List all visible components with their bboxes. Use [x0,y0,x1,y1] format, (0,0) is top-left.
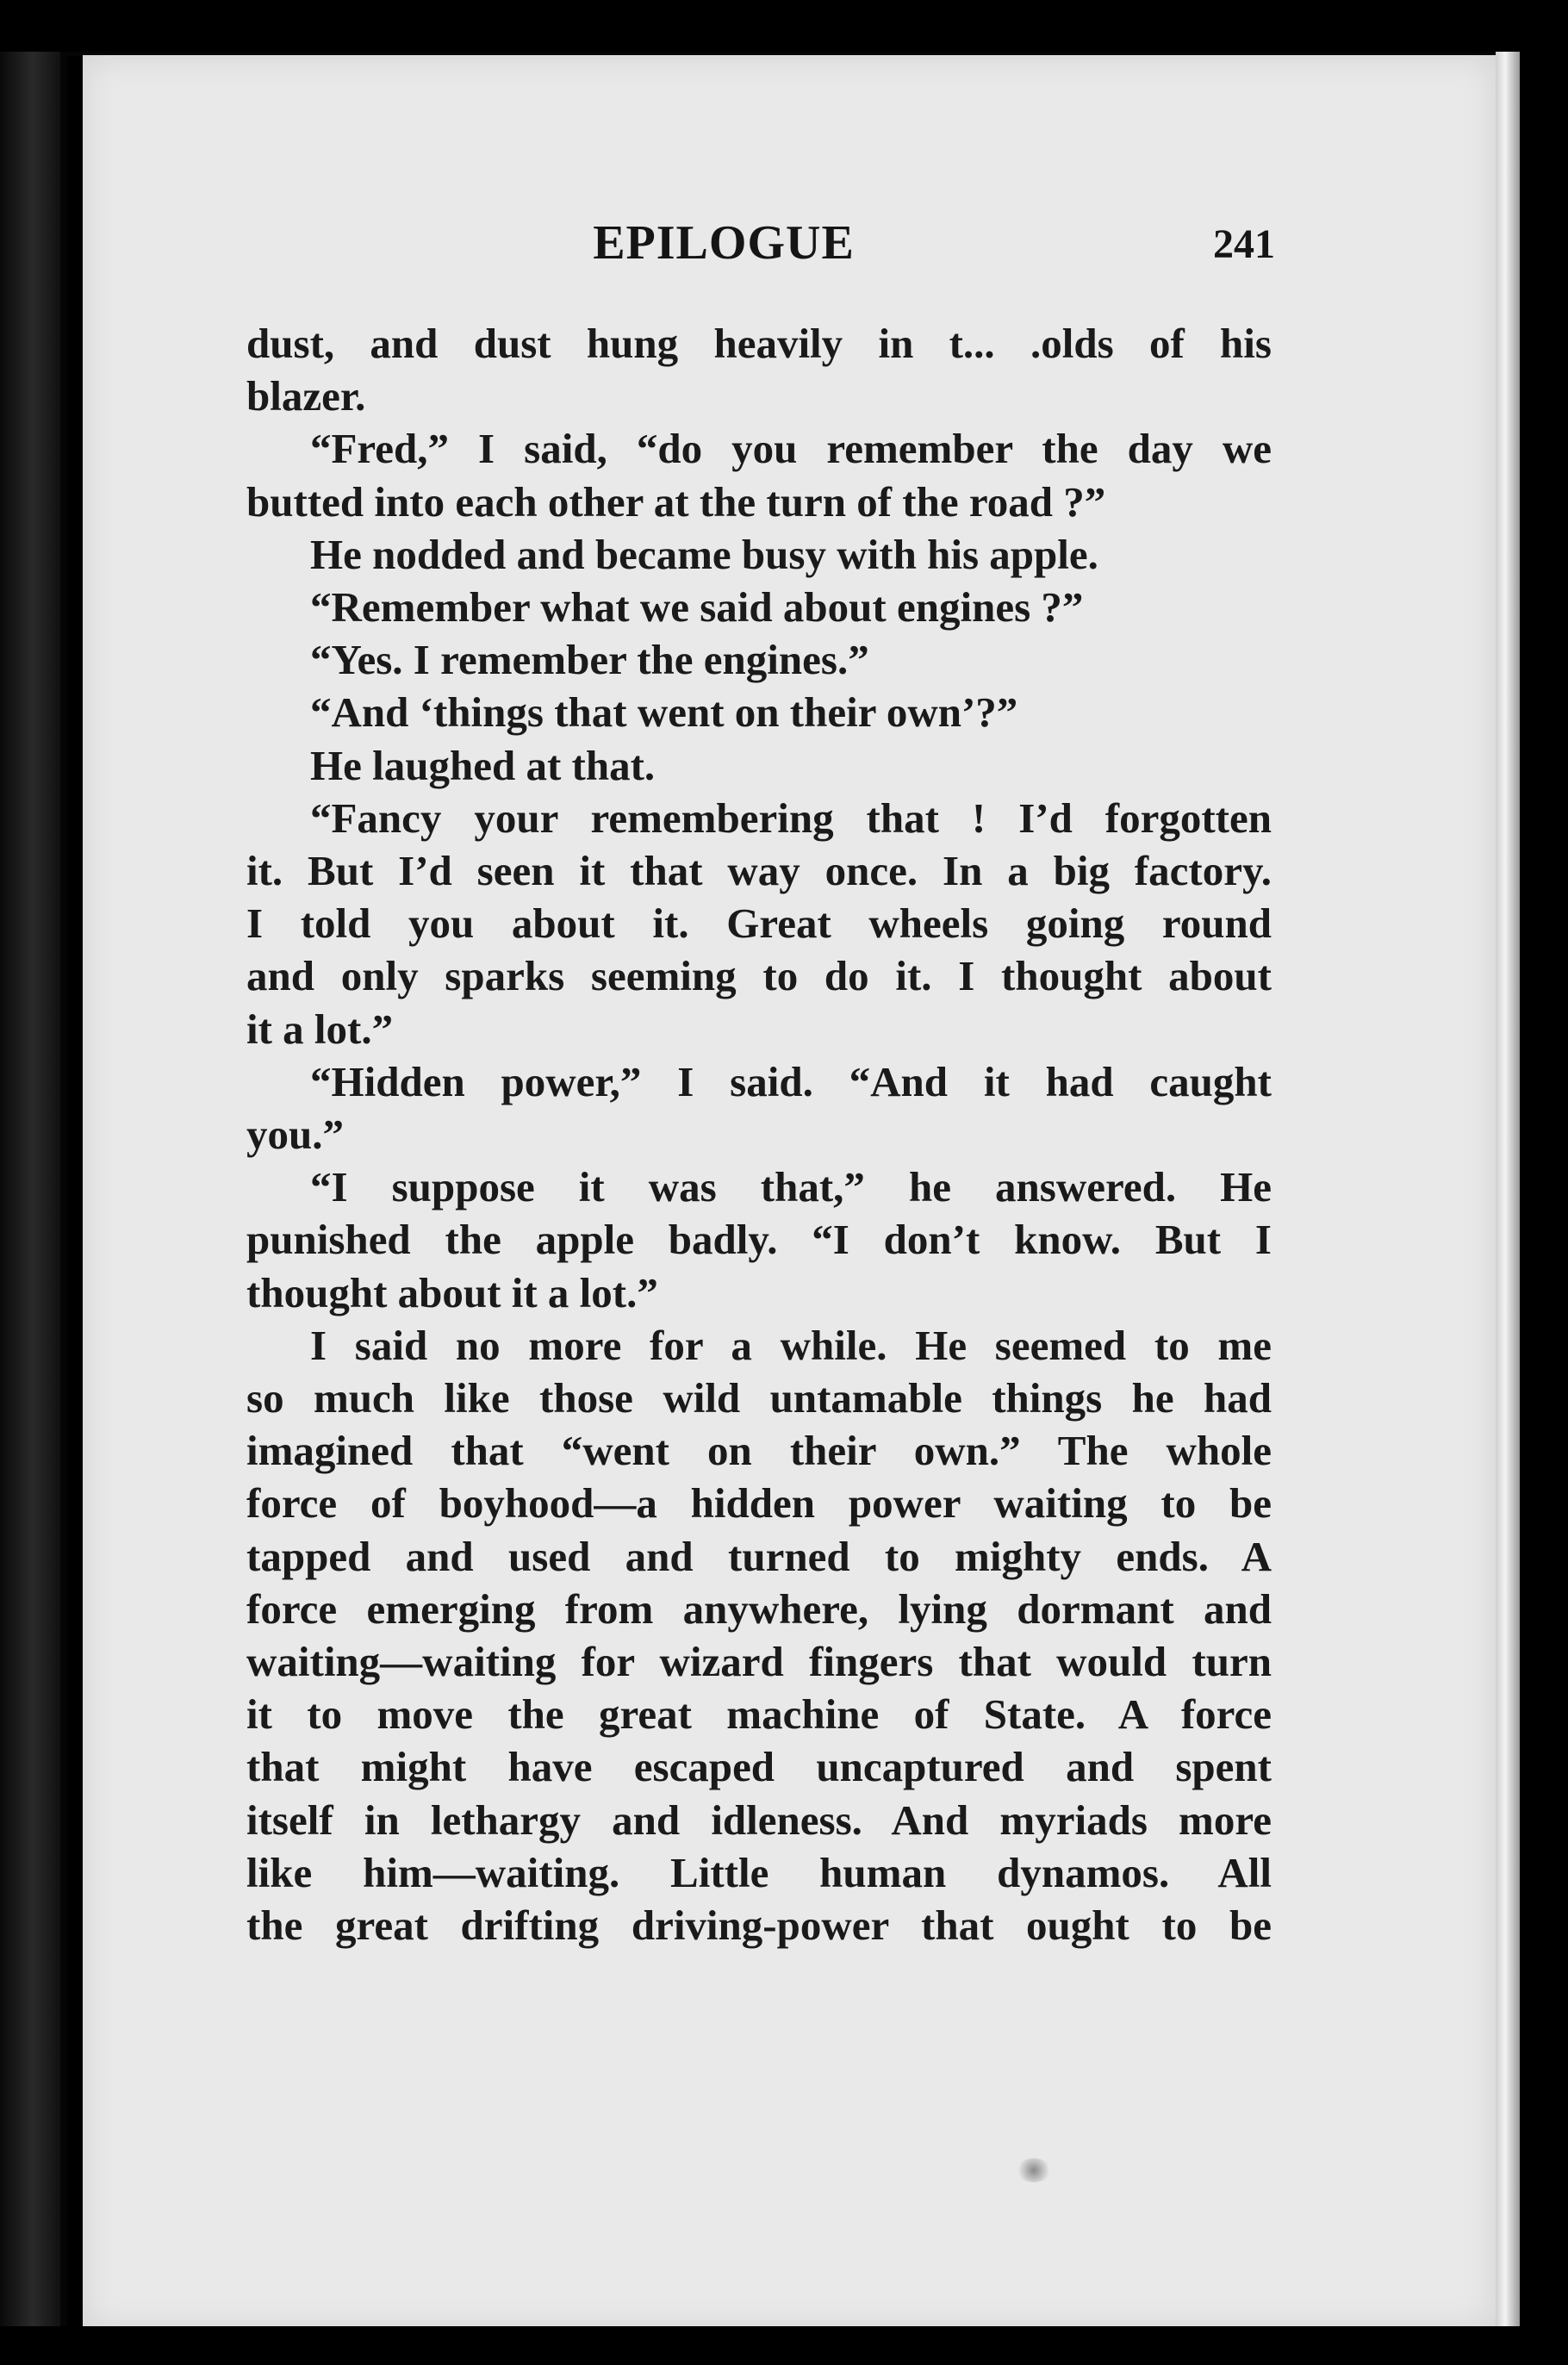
text-line: thought about it a lot.” [246,1268,658,1316]
binding-gutter [67,56,83,2331]
text-line: blazer. [246,372,366,420]
scan-top-border [0,0,1568,52]
body-text [246,317,1272,1951]
text-line: “I suppose it was that,” he answered. He [310,1163,1272,1211]
text-line: “Yes. I remember the engines.” [310,636,869,684]
text-line: force of boyhood—a hidden power waiting to be [246,1479,1272,1528]
text-line: butted into each other at the turn of the road ?” [246,477,1106,526]
page-header [172,215,1275,293]
text-line: waiting—waiting for wizard fingers that would turn [246,1638,1272,1686]
ink-smudge [1017,2158,1051,2182]
text-line: that might have escaped uncaptured and spent [246,1743,1272,1791]
text-line: He nodded and became busy with his apple. [310,530,1098,578]
text-line: “Hidden power,” I said. “And it had caught [310,1057,1272,1105]
text-line: I said no more for a while. He seemed to me [310,1321,1272,1369]
scan-bottom-border [0,2326,1568,2365]
scan-right-border [1520,52,1568,2365]
text-line: so much like those wild untamable things he had [246,1374,1272,1422]
text-line: force emerging from anywhere, lying dormant and [246,1584,1272,1633]
text-line: I told you about it. Great wheels going round [246,899,1272,948]
text-line: tapped and used and turned to mighty ends. A [246,1532,1272,1580]
text-line: “And ‘things that went on their own’?” [310,688,1018,737]
text-line: He laughed at that. [310,741,656,789]
page-number: 241 [1213,221,1275,267]
text-line: and only sparks seeming to do it. I thought about [246,952,1272,1000]
text-line: it a lot.” [246,1005,394,1053]
facing-page-edge [0,52,60,2365]
text-line: itself in lethargy and idleness. And myriads more [246,1796,1272,1844]
text-line: “Remember what we said about engines ?” [310,583,1084,632]
text-line: punished the apple badly. “I don’t know. But I [246,1216,1272,1264]
text-line: dust, and dust hung heavily in t... .olds of his [246,320,1272,367]
text-line: you.” [246,1111,345,1159]
text-line: “Fancy your remembering that ! I’d forgotten [310,794,1272,842]
text-line: like him—waiting. Little human dynamos. All [246,1848,1272,1896]
text-line: the great drifting driving-power that ought to be [246,1901,1272,1950]
page-stack-edge [1496,52,1520,2343]
text-line: imagined that “went on their own.” The whole [246,1427,1272,1475]
text-line: “Fred,” I said, “do you remember the day we [310,425,1272,473]
text-line: it to move the great machine of State. A force [246,1690,1272,1739]
running-head: EPILOGUE [593,216,855,270]
text-line: it. But I’d seen it that way once. In a big factory. [246,847,1272,895]
